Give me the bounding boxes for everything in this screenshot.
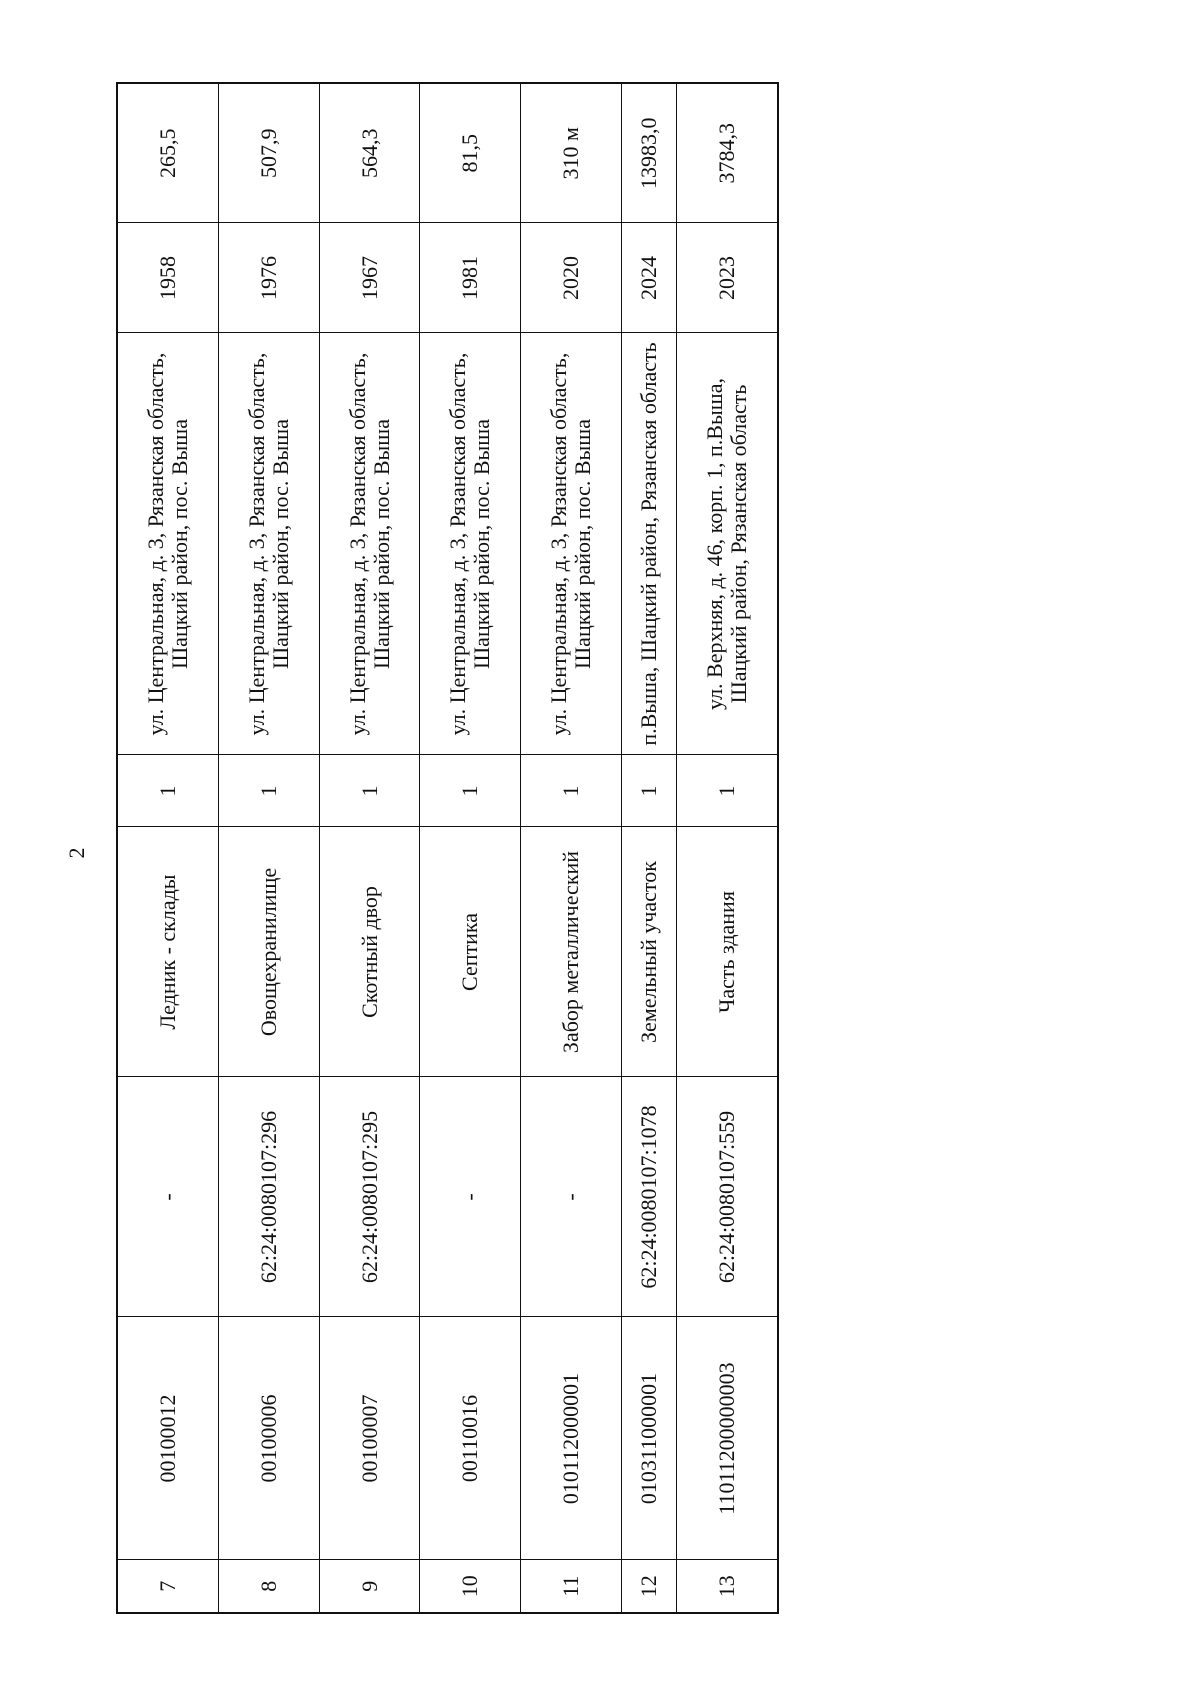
rotated-table-wrapper — [116, 84, 779, 1614]
inventory-number: 00100007 — [319, 1317, 420, 1560]
row-number: 8 — [219, 1560, 320, 1613]
quantity: 1 — [676, 755, 778, 827]
cadastral-number: 62:24:0080107:559 — [676, 1077, 778, 1317]
table-row — [676, 83, 778, 1613]
table-row — [420, 83, 521, 1613]
page-number: 2 — [64, 847, 89, 859]
object-name: Ледник - склады — [117, 827, 219, 1077]
object-name: Забор металлический — [521, 827, 622, 1077]
cadastral-number: 62:24:0080107:295 — [319, 1077, 420, 1317]
year: 2020 — [521, 223, 622, 333]
inventory-number: 11011200000003 — [676, 1317, 778, 1560]
area-value: 3784,3 — [676, 83, 778, 223]
object-name: Скотный двор — [319, 827, 420, 1077]
quantity: 1 — [621, 755, 676, 827]
inventory-number: 00100012 — [117, 1317, 219, 1560]
table-row — [117, 83, 219, 1613]
row-number: 12 — [621, 1560, 676, 1613]
year: 1981 — [420, 223, 521, 333]
table-row — [521, 83, 622, 1613]
row-number: 13 — [676, 1560, 778, 1613]
property-table — [116, 82, 779, 1614]
address: ул. Центральная, д. 3, Рязанская область, Шацкий район, пос. Выша — [117, 333, 219, 755]
area-value: 564,3 — [319, 83, 420, 223]
area-value: 310 м — [521, 83, 622, 223]
cadastral-number: 62:24:0080107:1078 — [621, 1077, 676, 1317]
row-number: 11 — [521, 1560, 622, 1613]
object-name: Септика — [420, 827, 521, 1077]
object-name: Часть здания — [676, 827, 778, 1077]
area-value: 13983,0 — [621, 83, 676, 223]
address: ул. Центральная, д. 3, Рязанская область, Шацкий район, пос. Выша — [319, 333, 420, 755]
row-number: 10 — [420, 1560, 521, 1613]
quantity: 1 — [420, 755, 521, 827]
area-value: 507,9 — [219, 83, 320, 223]
address: п.Выша, Шацкий район, Рязанская область — [621, 333, 676, 755]
quantity: 1 — [521, 755, 622, 827]
quantity: 1 — [219, 755, 320, 827]
address: ул. Верхняя, д. 46, корп. 1, п.Выша, Шацкий район, Рязанская область — [676, 333, 778, 755]
inventory-number: 00100006 — [219, 1317, 320, 1560]
table-row — [219, 83, 320, 1613]
cadastral-number: - — [117, 1077, 219, 1317]
area-value: 265,5 — [117, 83, 219, 223]
address: ул. Центральная, д. 3, Рязанская область, Шацкий район, пос. Выша — [521, 333, 622, 755]
cadastral-number: - — [521, 1077, 622, 1317]
inventory-number: 010112000001 — [521, 1317, 622, 1560]
row-number: 7 — [117, 1560, 219, 1613]
year: 2024 — [621, 223, 676, 333]
area-value: 81,5 — [420, 83, 521, 223]
cadastral-number: - — [420, 1077, 521, 1317]
object-name: Овощехранилище — [219, 827, 320, 1077]
inventory-number: 00110016 — [420, 1317, 521, 1560]
year: 1976 — [219, 223, 320, 333]
object-name: Земельный участок — [621, 827, 676, 1077]
year: 2023 — [676, 223, 778, 333]
cadastral-number: 62:24:0080107:296 — [219, 1077, 320, 1317]
year: 1958 — [117, 223, 219, 333]
year: 1967 — [319, 223, 420, 333]
inventory-number: 010311000001 — [621, 1317, 676, 1560]
address: ул. Центральная, д. 3, Рязанская область, Шацкий район, пос. Выша — [420, 333, 521, 755]
row-number: 9 — [319, 1560, 420, 1613]
quantity: 1 — [319, 755, 420, 827]
table-row — [319, 83, 420, 1613]
address: ул. Центральная, д. 3, Рязанская область, Шацкий район, пос. Выша — [219, 333, 320, 755]
quantity: 1 — [117, 755, 219, 827]
table-row — [621, 83, 676, 1613]
